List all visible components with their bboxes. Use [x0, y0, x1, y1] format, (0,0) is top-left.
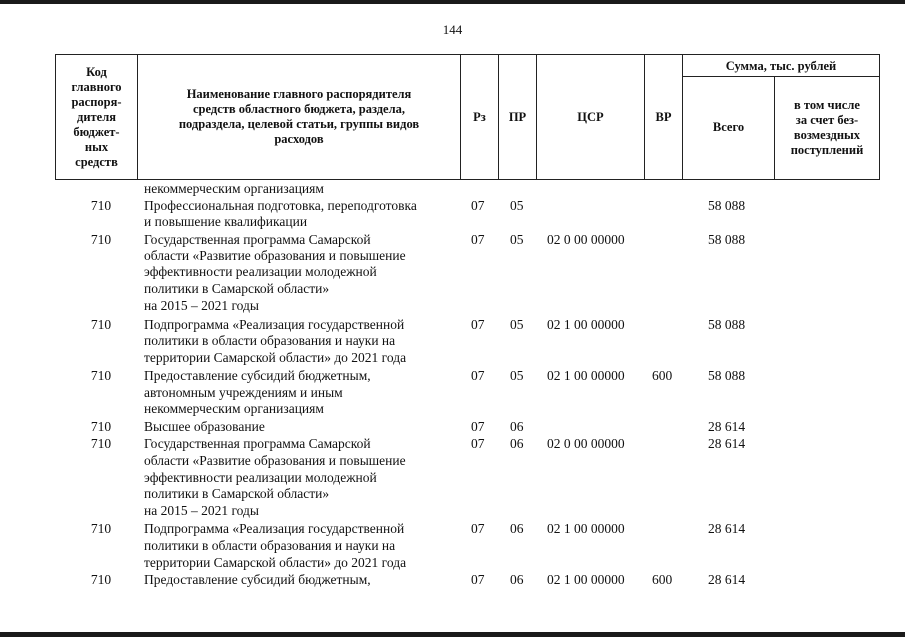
row-name: на 2015 – 2021 годы: [144, 298, 259, 313]
row-vr: 600: [652, 572, 673, 587]
row-name: некоммерческим организациям: [144, 401, 324, 416]
row-pr: 06: [510, 572, 524, 587]
row-name: политики в Самарской области»: [144, 281, 330, 296]
row-total: 58 088: [708, 368, 746, 383]
row-name: на 2015 – 2021 годы: [144, 503, 259, 518]
page-number: 144: [442, 22, 463, 37]
row-pr: 05: [510, 232, 524, 247]
header-name: Наименование главного распорядителя средств областного бюджета, раздела, подраздела, целевой статьи, группы видов расходов: [178, 87, 420, 146]
row-name: Государственная программа Самарской: [144, 436, 371, 451]
row-name: Предоставление субсидий бюджетным,: [144, 572, 371, 587]
row-csr: 02 1 00 00000: [547, 317, 625, 332]
header-pr: ПР: [508, 109, 527, 124]
row-name: области «Развитие образования и повышение: [144, 248, 406, 263]
row-csr: 02 1 00 00000: [547, 521, 625, 536]
row-rz: 07: [471, 368, 485, 383]
row-name: Подпрограмма «Реализация государственной: [144, 521, 405, 536]
row-kod: 710: [90, 317, 112, 332]
row-rz: 07: [471, 436, 485, 451]
row-kod: 710: [90, 572, 112, 587]
row-total: 58 088: [708, 317, 746, 332]
row-kod: 710: [90, 368, 112, 383]
row-total: 58 088: [708, 232, 746, 247]
row-name: Высшее образование: [144, 419, 265, 434]
row-name: Профессиональная подготовка, переподготовка: [144, 198, 417, 213]
row-csr: 02 0 00 00000: [547, 436, 625, 451]
row-name: эффективности реализации молодежной: [144, 264, 377, 279]
row-vr: 600: [652, 368, 673, 383]
row-name: Предоставление субсидий бюджетным,: [144, 368, 371, 383]
row-name: автономным учреждениям и иным: [144, 385, 343, 400]
row-rz: 07: [471, 572, 485, 587]
row-name: и повышение квалификации: [144, 214, 308, 229]
row-name: Государственная программа Самарской: [144, 232, 371, 247]
row-rz: 07: [471, 198, 485, 213]
row-csr: 02 1 00 00000: [547, 572, 625, 587]
bottom-border: [0, 632, 905, 637]
row-total: 28 614: [708, 436, 746, 451]
header-csr: ЦСР: [577, 109, 604, 124]
header-rz: Рз: [473, 109, 486, 124]
row-kod: 710: [90, 436, 112, 451]
row-total: 28 614: [708, 572, 746, 587]
row-name: политики в области образования и науки на: [144, 333, 396, 348]
header-incl: в том числе за счет без- возмездных поступлений: [790, 97, 864, 157]
row-pr: 06: [510, 521, 524, 536]
row-rz: 07: [471, 317, 485, 332]
row-pr: 06: [510, 419, 524, 434]
top-border: [0, 0, 905, 4]
row-rz: 07: [471, 419, 485, 434]
header-kod: Код главного распоря- дителя бюджет- ных средств: [71, 64, 122, 169]
row-name: некоммерческим организациям: [144, 181, 324, 196]
row-pr: 05: [510, 368, 524, 383]
row-total: 28 614: [708, 521, 746, 536]
row-name: политики в области образования и науки на: [144, 538, 396, 553]
row-kod: 710: [90, 198, 112, 213]
row-name: области «Развитие образования и повышение: [144, 453, 406, 468]
row-name: Подпрограмма «Реализация государственной: [144, 317, 405, 332]
row-rz: 07: [471, 232, 485, 247]
row-kod: 710: [90, 232, 112, 247]
row-name: территории Самарской области» до 2021 года: [144, 555, 407, 570]
row-pr: 05: [510, 198, 524, 213]
header-divider: [137, 55, 138, 179]
row-name: территории Самарской области» до 2021 года: [144, 350, 407, 365]
header-total: Всего: [712, 120, 745, 134]
row-kod: 710: [90, 521, 112, 536]
row-rz: 07: [471, 521, 485, 536]
row-name: эффективности реализации молодежной: [144, 470, 377, 485]
row-csr: 02 0 00 00000: [547, 232, 625, 247]
row-total: 58 088: [708, 198, 746, 213]
row-kod: 710: [90, 419, 112, 434]
header-sum: Сумма, тыс. рублей: [725, 58, 837, 73]
row-csr: 02 1 00 00000: [547, 368, 625, 383]
row-pr: 06: [510, 436, 524, 451]
header-vr: ВР: [655, 109, 672, 124]
row-name: политики в Самарской области»: [144, 486, 330, 501]
row-pr: 05: [510, 317, 524, 332]
row-total: 28 614: [708, 419, 746, 434]
